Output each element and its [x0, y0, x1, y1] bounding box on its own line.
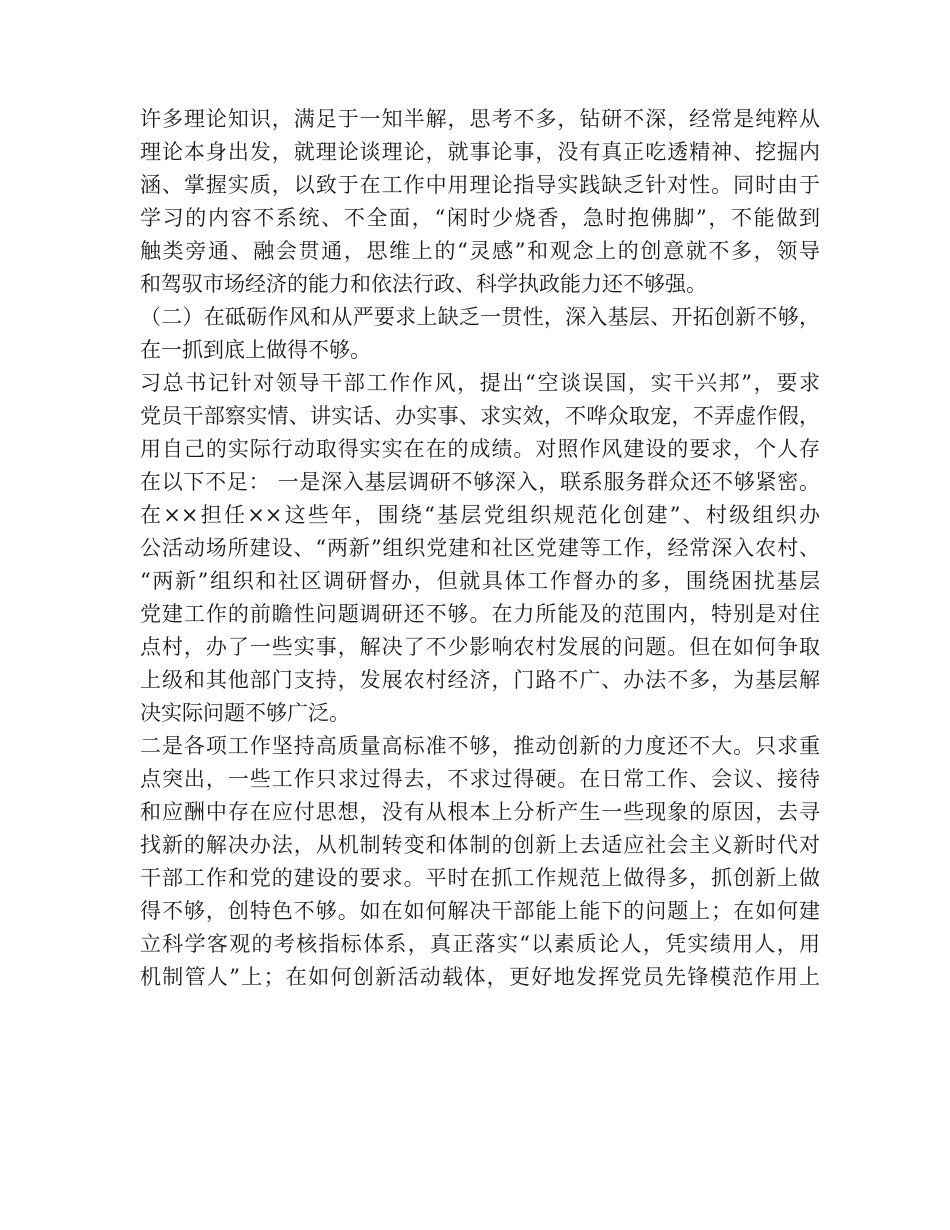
text-line: 党建工作的前瞻性问题调研还不够。在力所能及的范围内，特别是对住 — [140, 602, 820, 626]
text-line: 和应酬中存在应付思想，没有从根本上分析产生一些现象的原因，去寻 — [140, 800, 820, 824]
text-line: 立科学客观的考核指标体系，真正落实“以素质论人，凭实绩用人，用 — [140, 932, 820, 956]
text-line: 找新的解决办法，从机制转变和体制的创新上去适应社会主义新时代对 — [140, 833, 820, 857]
text-line: 点村，办了一些实事，解决了不少影响农村发展的问题。但在如何争取 — [140, 635, 820, 659]
text-line: 上级和其他部门支持，发展农村经济，门路不广、办法不多，为基层解 — [140, 668, 820, 692]
text-line: 点突出，一些工作只求过得去，不求过得硬。在日常工作、会议、接待 — [140, 767, 820, 791]
text-line: 习总书记针对领导干部工作作风，提出“空谈误国，实干兴邦”，要求 — [140, 371, 820, 395]
text-line: 决实际问题不够广泛。 — [140, 701, 350, 725]
text-line: 得不够，创特色不够。如在如何解决干部能上能下的问题上；在如何建 — [140, 899, 820, 923]
text-line: 理论本身出发，就理论谈理论，就事论事，没有真正吃透精神、挖掘内 — [140, 140, 820, 164]
text-line: 用自己的实际行动取得实实在在的成绩。对照作风建设的要求，个人存 — [140, 437, 820, 461]
document-body — [140, 103, 820, 994]
section-heading-line: （二）在砥砺作风和从严要求上缺乏一贯性，深入基层、开拓创新不够， — [140, 305, 820, 329]
text-line: “两新”组织和社区调研督办，但就具体工作督办的多，围绕困扰基层 — [140, 569, 820, 593]
text-line: 党员干部察实情、讲实话、办实事、求实效，不哗众取宠，不弄虚作假， — [140, 404, 820, 428]
text-line: 许多理论知识，满足于一知半解，思考不多，钻研不深，经常是纯粹从 — [140, 107, 820, 131]
text-line: 学习的内容不系统、不全面，“闲时少烧香，急时抱佛脚”，不能做到 — [140, 206, 820, 230]
text-line: 和驾驭市场经济的能力和依法行政、科学执政能力还不够强。 — [140, 272, 707, 296]
text-line: 机制管人”上；在如何创新活动载体，更好地发挥党员先锋模范作用上 — [140, 965, 820, 989]
text-line: 干部工作和党的建设的要求。平时在抓工作规范上做得多，抓创新上做 — [140, 866, 820, 890]
text-line: 在××担任××这些年，围绕“基层党组织规范化创建”、村级组织办 — [140, 503, 820, 527]
text-line: 触类旁通、融会贯通，思维上的“灵感”和观念上的创意就不多，领导 — [140, 239, 820, 263]
text-line: 涵、掌握实质，以致于在工作中用理论指导实践缺乏针对性。同时由于 — [140, 173, 820, 197]
text-line: 在以下不足： 一是深入基层调研不够深入，联系服务群众还不够紧密。 — [140, 470, 820, 494]
text-line: 公活动场所建设、“两新”组织党建和社区党建等工作，经常深入农村、 — [140, 536, 820, 560]
section-heading-line: 在一抓到底上做得不够。 — [140, 338, 371, 362]
text-line: 二是各项工作坚持高质量高标准不够，推动创新的力度还不大。只求重 — [140, 734, 820, 758]
